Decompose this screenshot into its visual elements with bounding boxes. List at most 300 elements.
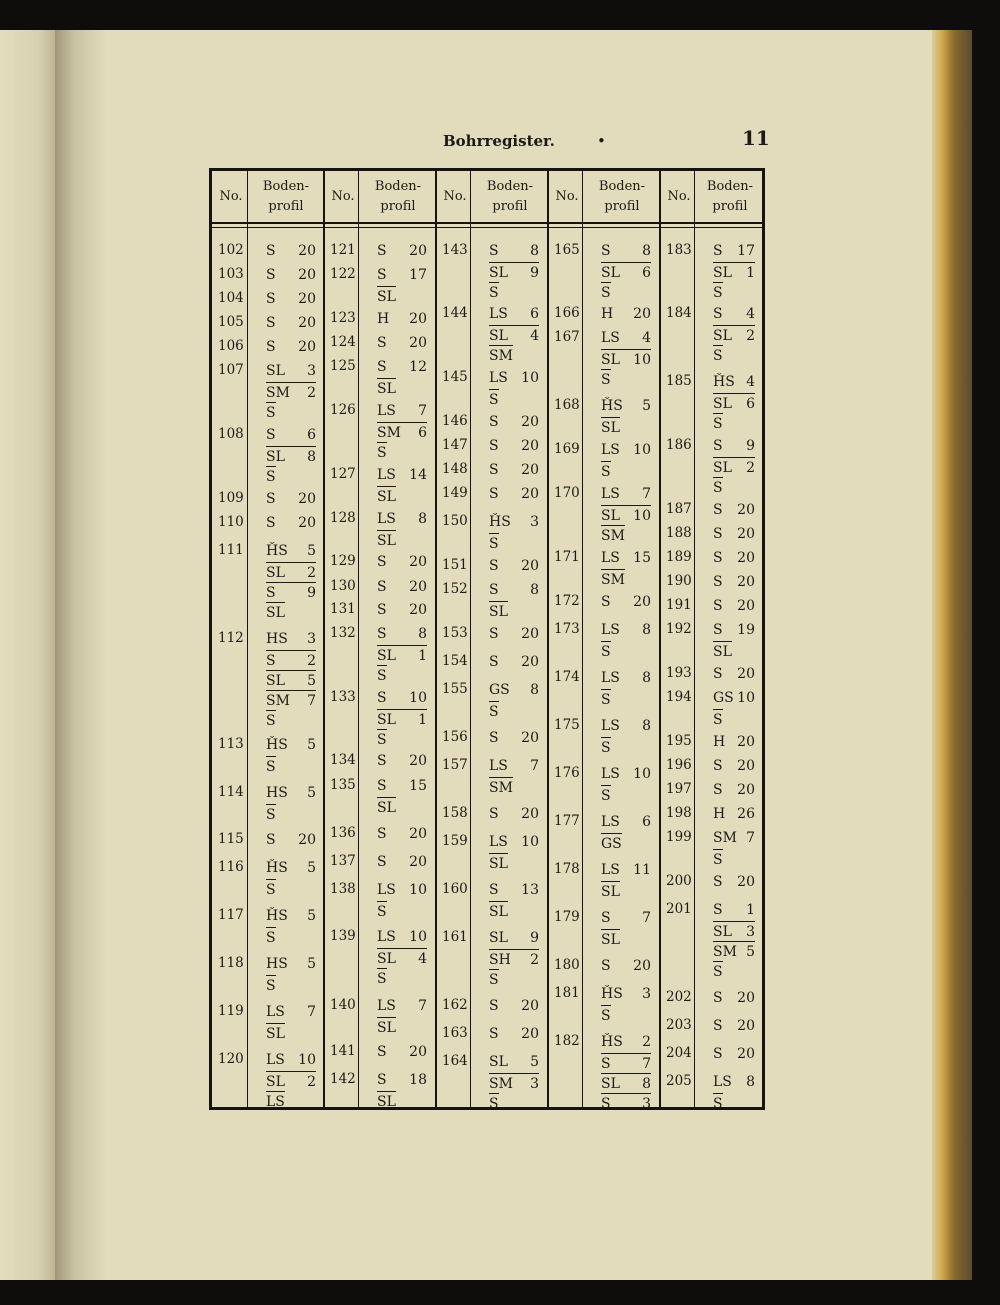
soil-layer: S 18 bbox=[377, 1072, 427, 1088]
soil-layer: S 19 bbox=[713, 622, 755, 638]
soil-layer: S 20 bbox=[713, 598, 755, 614]
soil-layer: S bbox=[266, 927, 276, 947]
soil-layer: ȞS 5 bbox=[266, 908, 316, 924]
soil-layer: SM bbox=[601, 525, 625, 545]
bore-number: 118 bbox=[218, 955, 244, 971]
soil-layer: S 20 bbox=[377, 335, 427, 351]
soil-layer: S 20 bbox=[489, 654, 539, 670]
soil-layer: S 20 bbox=[713, 526, 755, 542]
soil-layer: S 20 bbox=[489, 998, 539, 1014]
soil-layer: SL 10 bbox=[601, 349, 651, 369]
bore-number: 139 bbox=[330, 928, 356, 944]
soil-layer: ȞS 5 bbox=[601, 398, 651, 414]
bore-number: 131 bbox=[330, 601, 356, 617]
bore-number: 199 bbox=[666, 829, 692, 845]
soil-layer: SL bbox=[601, 929, 620, 949]
soil-layer: GS bbox=[601, 833, 622, 853]
bore-number: 107 bbox=[218, 362, 244, 378]
bore-number: 151 bbox=[442, 557, 468, 573]
bore-number: 138 bbox=[330, 881, 356, 897]
column-header-profile: Boden- profil bbox=[706, 178, 754, 214]
bore-number: 161 bbox=[442, 929, 468, 945]
soil-layer: SM 7 bbox=[266, 690, 316, 710]
soil-layer: S 20 bbox=[489, 558, 539, 574]
soil-layer: S 20 bbox=[377, 243, 427, 259]
soil-layer: HS 5 bbox=[266, 956, 316, 972]
soil-layer: ȞS 2 bbox=[601, 1034, 651, 1050]
soil-layer: LS 4 bbox=[601, 330, 651, 346]
soil-layer: S bbox=[266, 710, 276, 730]
bore-number: 188 bbox=[666, 525, 692, 541]
bore-number: 128 bbox=[330, 510, 356, 526]
soil-layer: ȞS 5 bbox=[266, 543, 316, 559]
soil-layer: SM 2 bbox=[266, 382, 316, 402]
soil-layer: ȞS 3 bbox=[601, 986, 651, 1002]
soil-layer: LS 10 bbox=[266, 1052, 316, 1068]
bore-number: 125 bbox=[330, 358, 356, 374]
bore-number: 147 bbox=[442, 437, 468, 453]
soil-layer: SL 8 bbox=[601, 1073, 651, 1093]
soil-layer: S bbox=[713, 1093, 723, 1113]
soil-layer: SL 3 bbox=[266, 363, 316, 379]
bore-number: 170 bbox=[554, 485, 580, 501]
soil-layer: SL 2 bbox=[266, 1071, 316, 1091]
bore-number: 124 bbox=[330, 334, 356, 350]
soil-layer: SL 1 bbox=[377, 645, 427, 665]
column-rule bbox=[435, 171, 437, 1107]
soil-layer: LS 8 bbox=[713, 1074, 755, 1090]
soil-layer: S bbox=[489, 533, 499, 553]
soil-layer: SM 7 bbox=[713, 830, 755, 846]
soil-layer: S 7 bbox=[601, 1053, 651, 1073]
soil-layer: SL bbox=[489, 853, 508, 873]
soil-layer: LS 10 bbox=[601, 766, 651, 782]
bore-number: 169 bbox=[554, 441, 580, 457]
soil-layer: S 20 bbox=[377, 554, 427, 570]
soil-layer: LS 10 bbox=[489, 834, 539, 850]
soil-layer: H 26 bbox=[713, 806, 755, 822]
bore-number: 158 bbox=[442, 805, 468, 821]
soil-layer: S 20 bbox=[713, 666, 755, 682]
soil-layer: ȞS 5 bbox=[266, 860, 316, 876]
soil-layer: S 20 bbox=[377, 826, 427, 842]
soil-layer: H 20 bbox=[601, 306, 651, 322]
soil-layer: S bbox=[377, 665, 387, 685]
soil-layer: S 20 bbox=[266, 339, 316, 355]
soil-layer: LS 6 bbox=[489, 306, 539, 322]
bore-number: 103 bbox=[218, 266, 244, 282]
bore-number: 136 bbox=[330, 825, 356, 841]
bore-number: 115 bbox=[218, 831, 244, 847]
soil-layer: S 8 bbox=[601, 243, 651, 259]
bore-number: 164 bbox=[442, 1053, 468, 1069]
bore-number: 142 bbox=[330, 1071, 356, 1087]
bore-number: 185 bbox=[666, 373, 692, 389]
book-gutter bbox=[55, 30, 105, 1280]
bore-number: 154 bbox=[442, 653, 468, 669]
soil-layer: SM bbox=[489, 345, 513, 365]
bore-number: 165 bbox=[554, 242, 580, 258]
soil-layer: S 20 bbox=[713, 550, 755, 566]
column-rule bbox=[547, 171, 549, 1107]
bore-number: 134 bbox=[330, 752, 356, 768]
soil-layer: SL 4 bbox=[377, 948, 427, 968]
bore-number: 172 bbox=[554, 593, 580, 609]
soil-layer: SL bbox=[601, 881, 620, 901]
column-header-no: No. bbox=[555, 188, 579, 204]
soil-layer: S 20 bbox=[489, 462, 539, 478]
soil-layer: SL bbox=[377, 530, 396, 550]
soil-layer: SL bbox=[601, 417, 620, 437]
soil-layer: LS 14 bbox=[377, 467, 427, 483]
bore-number: 126 bbox=[330, 402, 356, 418]
soil-layer: LS 8 bbox=[377, 511, 427, 527]
bore-number: 156 bbox=[442, 729, 468, 745]
bore-number: 194 bbox=[666, 689, 692, 705]
column-rule bbox=[694, 171, 695, 1107]
bore-number: 120 bbox=[218, 1051, 244, 1067]
bore-number: 109 bbox=[218, 490, 244, 506]
bore-number: 104 bbox=[218, 290, 244, 306]
bore-number: 190 bbox=[666, 573, 692, 589]
soil-layer: S 20 bbox=[713, 990, 755, 1006]
bore-number: 146 bbox=[442, 413, 468, 429]
bore-number: 123 bbox=[330, 310, 356, 326]
soil-layer: S bbox=[266, 879, 276, 899]
soil-layer: SL bbox=[266, 602, 285, 622]
soil-layer: LS 10 bbox=[377, 929, 427, 945]
bore-number: 198 bbox=[666, 805, 692, 821]
soil-layer: LS 8 bbox=[601, 622, 651, 638]
soil-layer: SL bbox=[377, 1091, 396, 1111]
soil-layer: S 1 bbox=[713, 902, 755, 918]
bore-number: 155 bbox=[442, 681, 468, 697]
bore-number: 102 bbox=[218, 242, 244, 258]
bore-number: 150 bbox=[442, 513, 468, 529]
soil-layer: LS 6 bbox=[601, 814, 651, 830]
bore-number: 135 bbox=[330, 777, 356, 793]
soil-layer: S bbox=[713, 282, 723, 302]
soil-layer: S 20 bbox=[713, 1046, 755, 1062]
soil-layer: LS 10 bbox=[377, 882, 427, 898]
soil-layer: S bbox=[489, 1093, 499, 1113]
soil-layer: SL 5 bbox=[489, 1054, 539, 1070]
soil-layer: S 20 bbox=[713, 758, 755, 774]
soil-layer: S 20 bbox=[489, 1026, 539, 1042]
bore-number: 116 bbox=[218, 859, 244, 875]
soil-layer: SL 2 bbox=[713, 457, 755, 477]
header-rule bbox=[212, 222, 762, 224]
column-rule bbox=[582, 171, 583, 1107]
soil-layer: S bbox=[713, 709, 723, 729]
soil-layer: S 20 bbox=[266, 515, 316, 531]
bore-number: 110 bbox=[218, 514, 244, 530]
bore-number: 171 bbox=[554, 549, 580, 565]
soil-layer: HS 5 bbox=[266, 785, 316, 801]
bore-number: 197 bbox=[666, 781, 692, 797]
bore-number: 196 bbox=[666, 757, 692, 773]
soil-layer: SM 6 bbox=[377, 422, 427, 442]
bore-number: 149 bbox=[442, 485, 468, 501]
soil-layer: S bbox=[601, 282, 611, 302]
bore-number: 183 bbox=[666, 242, 692, 258]
bore-number: 145 bbox=[442, 369, 468, 385]
soil-layer: S bbox=[713, 345, 723, 365]
bore-number: 113 bbox=[218, 736, 244, 752]
soil-layer: GS 10 bbox=[713, 690, 755, 706]
bore-number: 186 bbox=[666, 437, 692, 453]
soil-layer: S 20 bbox=[489, 806, 539, 822]
soil-layer: S 20 bbox=[266, 291, 316, 307]
soil-layer: SL 2 bbox=[713, 325, 755, 345]
soil-layer: S bbox=[601, 369, 611, 389]
soil-layer: HS 3 bbox=[266, 631, 316, 647]
bore-number: 181 bbox=[554, 985, 580, 1001]
soil-layer: S 15 bbox=[377, 778, 427, 794]
soil-layer: SL bbox=[377, 486, 396, 506]
bore-number: 203 bbox=[666, 1017, 692, 1033]
running-head-dot: • bbox=[597, 132, 606, 150]
soil-layer: SM 5 bbox=[713, 941, 755, 961]
soil-layer: S bbox=[377, 442, 387, 462]
bore-number: 173 bbox=[554, 621, 580, 637]
bore-number: 137 bbox=[330, 853, 356, 869]
soil-layer: S 7 bbox=[601, 910, 651, 926]
soil-layer: S bbox=[713, 413, 723, 433]
soil-layer: S 4 bbox=[713, 306, 755, 322]
bore-number: 141 bbox=[330, 1043, 356, 1059]
bore-number: 114 bbox=[218, 784, 244, 800]
soil-layer: S 20 bbox=[713, 782, 755, 798]
bore-number: 122 bbox=[330, 266, 356, 282]
bore-number: 191 bbox=[666, 597, 692, 613]
bore-number: 193 bbox=[666, 665, 692, 681]
soil-layer: SM bbox=[601, 569, 625, 589]
soil-layer: SL 9 bbox=[489, 930, 539, 946]
soil-layer: SH 2 bbox=[489, 949, 539, 969]
column-rule bbox=[659, 171, 661, 1107]
bore-number: 192 bbox=[666, 621, 692, 637]
bore-number: 162 bbox=[442, 997, 468, 1013]
soil-layer: S 8 bbox=[377, 626, 427, 642]
bore-number: 119 bbox=[218, 1003, 244, 1019]
soil-layer: SL 10 bbox=[601, 505, 651, 525]
bore-number: 160 bbox=[442, 881, 468, 897]
column-header-profile: Boden- profil bbox=[486, 178, 534, 214]
soil-layer: S 13 bbox=[489, 882, 539, 898]
column-header-no: No. bbox=[443, 188, 467, 204]
soil-layer: S 8 bbox=[489, 243, 539, 259]
soil-layer: S 20 bbox=[713, 574, 755, 590]
bore-number: 176 bbox=[554, 765, 580, 781]
soil-layer: S 17 bbox=[713, 243, 755, 259]
soil-layer: LS 10 bbox=[489, 370, 539, 386]
soil-layer: S bbox=[489, 282, 499, 302]
bore-number: 202 bbox=[666, 989, 692, 1005]
page-number: 11 bbox=[742, 126, 770, 150]
bore-number: 129 bbox=[330, 553, 356, 569]
soil-layer: S 20 bbox=[266, 267, 316, 283]
soil-layer: SL 1 bbox=[377, 709, 427, 729]
soil-layer: S bbox=[601, 1005, 611, 1025]
bore-number: 182 bbox=[554, 1033, 580, 1049]
page-block-edge bbox=[932, 30, 972, 1280]
soil-layer: SL bbox=[489, 901, 508, 921]
soil-layer: S 20 bbox=[489, 730, 539, 746]
soil-layer: S 20 bbox=[713, 502, 755, 518]
soil-layer: S 20 bbox=[601, 594, 651, 610]
soil-layer: S 12 bbox=[377, 359, 427, 375]
soil-layer: S 20 bbox=[489, 438, 539, 454]
bore-number: 130 bbox=[330, 578, 356, 594]
soil-layer: S bbox=[377, 901, 387, 921]
soil-layer: LS 10 bbox=[601, 442, 651, 458]
soil-layer: S 9 bbox=[266, 582, 316, 602]
bore-number: 184 bbox=[666, 305, 692, 321]
soil-layer: S 20 bbox=[266, 832, 316, 848]
soil-layer: H 20 bbox=[377, 311, 427, 327]
soil-layer: S 17 bbox=[377, 267, 427, 283]
soil-layer: S bbox=[489, 969, 499, 989]
soil-layer: S bbox=[601, 641, 611, 661]
soil-layer: S bbox=[601, 785, 611, 805]
soil-layer: S 20 bbox=[713, 1018, 755, 1034]
soil-layer: S bbox=[266, 975, 276, 995]
bore-number: 140 bbox=[330, 997, 356, 1013]
soil-layer: LS 15 bbox=[601, 550, 651, 566]
soil-layer: LS 7 bbox=[489, 758, 539, 774]
soil-layer: S bbox=[713, 849, 723, 869]
bore-number: 166 bbox=[554, 305, 580, 321]
soil-layer: S 20 bbox=[713, 874, 755, 890]
bore-number: 195 bbox=[666, 733, 692, 749]
soil-layer: SL bbox=[713, 641, 732, 661]
soil-layer: S 6 bbox=[266, 427, 316, 443]
bore-number: 179 bbox=[554, 909, 580, 925]
soil-layer: ȞS 4 bbox=[713, 374, 755, 390]
soil-layer: ȞS 3 bbox=[489, 514, 539, 530]
bore-number: 163 bbox=[442, 1025, 468, 1041]
soil-layer: S bbox=[266, 402, 276, 422]
bore-number: 121 bbox=[330, 242, 356, 258]
column-header-profile: Boden- profil bbox=[598, 178, 646, 214]
soil-layer: SL bbox=[266, 1023, 285, 1043]
bore-number: 132 bbox=[330, 625, 356, 641]
bore-number: 187 bbox=[666, 501, 692, 517]
soil-layer: S 9 bbox=[713, 438, 755, 454]
column-header-profile: Boden- profil bbox=[262, 178, 310, 214]
soil-layer: S 2 bbox=[266, 650, 316, 670]
bore-number: 201 bbox=[666, 901, 692, 917]
bore-number: 105 bbox=[218, 314, 244, 330]
soil-layer: S 8 bbox=[489, 582, 539, 598]
soil-layer: SL 6 bbox=[713, 393, 755, 413]
soil-layer: S 20 bbox=[489, 626, 539, 642]
soil-layer: SL bbox=[377, 797, 396, 817]
soil-layer: LS 8 bbox=[601, 670, 651, 686]
soil-layer: S bbox=[601, 461, 611, 481]
bore-number: 204 bbox=[666, 1045, 692, 1061]
soil-layer: SM bbox=[489, 777, 513, 797]
soil-layer: LS 8 bbox=[601, 718, 651, 734]
bore-number: 157 bbox=[442, 757, 468, 773]
bore-number: 143 bbox=[442, 242, 468, 258]
soil-layer: S bbox=[601, 737, 611, 757]
soil-layer: S 20 bbox=[601, 958, 651, 974]
soil-layer: S 20 bbox=[266, 491, 316, 507]
bore-number: 189 bbox=[666, 549, 692, 565]
bore-number: 133 bbox=[330, 689, 356, 705]
soil-layer: SL bbox=[377, 286, 396, 306]
soil-layer: SL 9 bbox=[489, 262, 539, 282]
soil-layer: S bbox=[377, 729, 387, 749]
bore-number: 168 bbox=[554, 397, 580, 413]
soil-layer: S 20 bbox=[377, 854, 427, 870]
bore-number: 200 bbox=[666, 873, 692, 889]
bore-number: 117 bbox=[218, 907, 244, 923]
bore-number: 180 bbox=[554, 957, 580, 973]
column-header-no: No. bbox=[331, 188, 355, 204]
soil-layer: S bbox=[489, 701, 499, 721]
soil-layer: S bbox=[713, 961, 723, 981]
bore-number: 111 bbox=[218, 542, 244, 558]
soil-layer: GS 8 bbox=[489, 682, 539, 698]
bore-number: 148 bbox=[442, 461, 468, 477]
soil-layer: S bbox=[266, 466, 276, 486]
soil-layer: S 20 bbox=[266, 315, 316, 331]
soil-layer: LS bbox=[266, 1091, 285, 1111]
soil-layer: LS 7 bbox=[377, 998, 427, 1014]
bore-number: 177 bbox=[554, 813, 580, 829]
column-rule bbox=[470, 171, 471, 1107]
soil-layer: H 20 bbox=[713, 734, 755, 750]
soil-layer: S bbox=[489, 389, 499, 409]
header-rule-inner bbox=[212, 227, 762, 228]
bore-number: 144 bbox=[442, 305, 468, 321]
soil-layer: S 10 bbox=[377, 690, 427, 706]
soil-layer: SL 3 bbox=[713, 921, 755, 941]
column-rule bbox=[358, 171, 359, 1107]
soil-layer: S 20 bbox=[489, 486, 539, 502]
bore-number: 175 bbox=[554, 717, 580, 733]
soil-layer: SL bbox=[377, 378, 396, 398]
bore-number: 127 bbox=[330, 466, 356, 482]
bore-number: 106 bbox=[218, 338, 244, 354]
soil-layer: ȞS 5 bbox=[266, 737, 316, 753]
soil-layer: S bbox=[377, 968, 387, 988]
bore-number: 178 bbox=[554, 861, 580, 877]
soil-layer: S bbox=[713, 477, 723, 497]
soil-layer: SL bbox=[489, 601, 508, 621]
bore-number: 174 bbox=[554, 669, 580, 685]
column-rule bbox=[323, 171, 325, 1107]
soil-layer: SL 1 bbox=[713, 262, 755, 282]
bore-number: 152 bbox=[442, 581, 468, 597]
soil-layer: SL 2 bbox=[266, 562, 316, 582]
soil-layer: SL 8 bbox=[266, 446, 316, 466]
soil-layer: SL 5 bbox=[266, 670, 316, 690]
facing-page-edge bbox=[0, 30, 55, 1280]
soil-layer: S 20 bbox=[377, 602, 427, 618]
soil-layer: LS 11 bbox=[601, 862, 651, 878]
soil-layer: S 3 bbox=[601, 1093, 651, 1113]
column-rule bbox=[247, 171, 248, 1107]
column-header-no: No. bbox=[667, 188, 691, 204]
soil-layer: S 20 bbox=[489, 414, 539, 430]
bore-number: 108 bbox=[218, 426, 244, 442]
soil-layer: S 20 bbox=[377, 753, 427, 769]
column-header-no: No. bbox=[219, 188, 243, 204]
